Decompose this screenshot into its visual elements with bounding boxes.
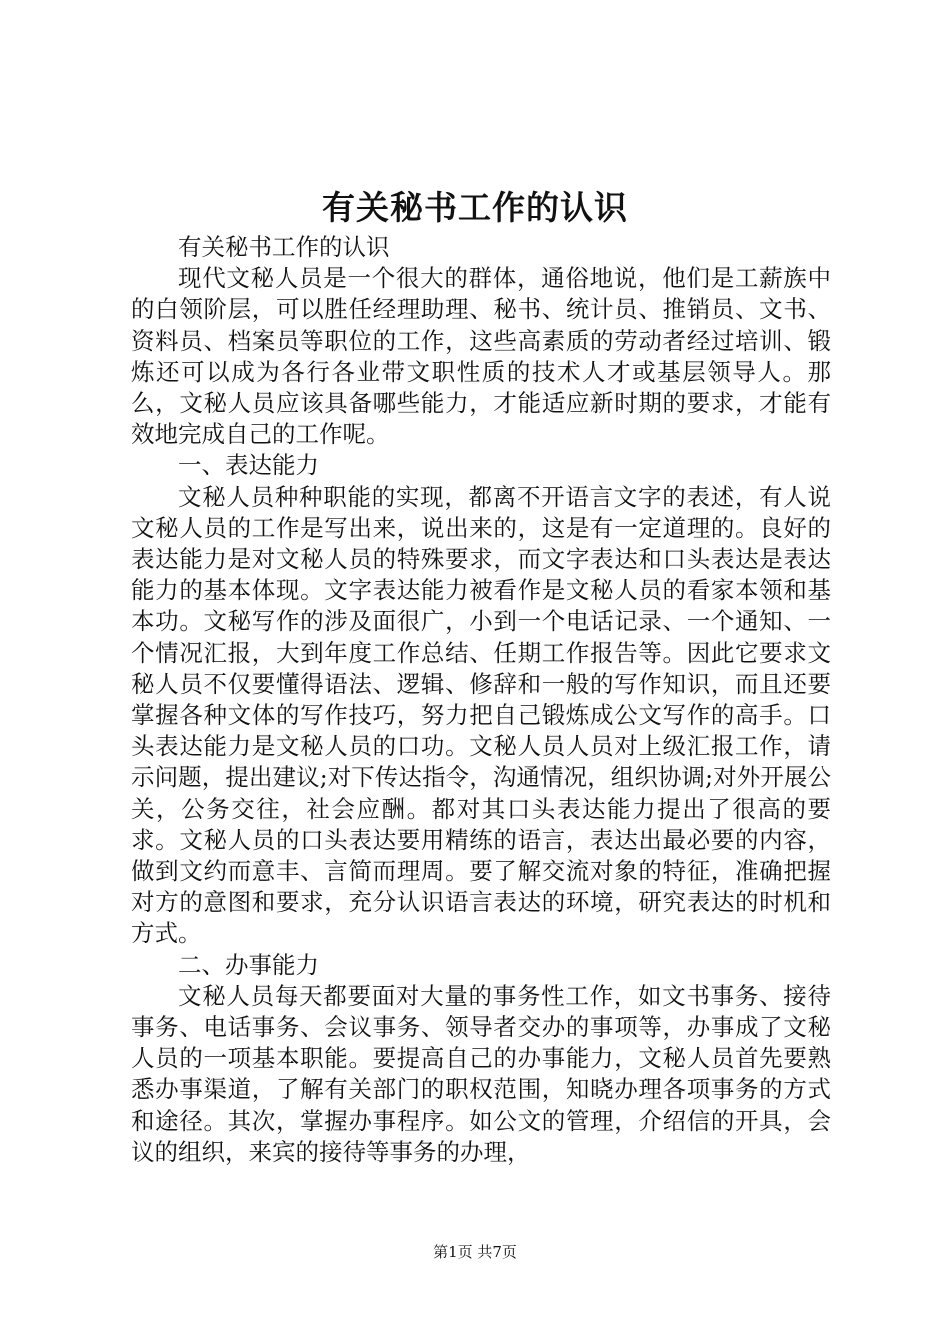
paragraph-subtitle: 有关秘书工作的认识 [178, 233, 390, 261]
document-title: 有关秘书工作的认识 [322, 188, 628, 227]
section-heading-expression: 一、表达能力 [178, 451, 319, 480]
document-body [131, 232, 831, 1168]
section-heading-handling: 二、办事能力 [178, 950, 319, 979]
page-footer: 第1页 共7页 [433, 1243, 517, 1261]
paragraph-intro: 现代文秘人员是一个很大的群体，通俗地说，他们是工薪族中的白领阶层，可以胜任经理助理、秘书、统计员、推销员、文书、资料员、档案员等职位的工作，这些高素质的劳动者经过培训、锻炼还可以成为各行各业带文职性质的技术人才或基层领导人。那么，文秘人员应该具备哪些能力，才能适应新时期的要求，才能有效地完成自己的工作呢。 [131, 264, 831, 449]
paragraph-handling: 文秘人员每天都要面对大量的事务性工作，如文书事务、接待事务、电话事务、会议事务、领导者交办的事项等，办事成了文秘人员的一项基本职能。要提高自己的办事能力，文秘人员首先要熟悉办事渠道，了解有关部门的职权范围，知晓办理各项事务的方式和途径。其次，掌握办事程序。如公文的管理，介绍信的开具，会议的组织，来宾的接待等事务的办理， [131, 981, 831, 1166]
paragraph-expression: 文秘人员种种职能的实现，都离不开语言文字的表述，有人说文秘人员的工作是写出来，说出来的，这是有一定道理的。良好的表达能力是对文秘人员的特殊要求，而文字表达和口头表达是表达能力的基本体现。文字表达能力被看作是文秘人员的看家本领和基本功。文秘写作的涉及面很广，小到一个电话记录、一个通知、一个情况汇报，大到年度工作总结、任期工作报告等。因此它要求文秘人员不仅要懂得语法、逻辑、修辞和一般的写作知识，而且还要掌握各种文体的写作技巧，努力把自己锻炼成公文写作的高手。口头表达能力是文秘人员的口功。文秘人员人员对上级汇报工作，请示问题，提出建议;对下传达指令，沟通情况，组织协调;对外开展公关，公务交往，社会应酬。都对其口头表达能力提出了很高的要求。文秘人员的口头表达要用精练的语言，表达出最必要的内容，做到文约而意丰、言简而理周。要了解交流对象的特征，准确把握对方的意图和要求，充分认识语言表达的环境，研究表达的时机和方式。 [131, 482, 831, 948]
